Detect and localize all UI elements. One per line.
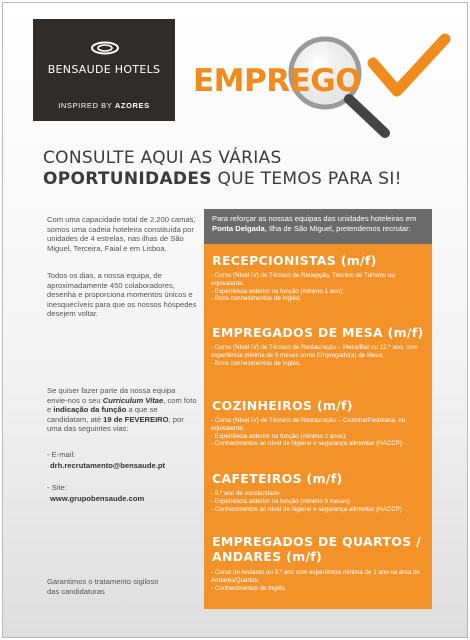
- list-item: - Experiência anterior na função (mínimo 2 anos);: [211, 433, 425, 441]
- application-instructions: Se quiser fazer parte da nossa equipa envie-nos o seu Curriculum Vitae, com foto e indicação da função a que se candidatam, até 19 de FEVEREIRO, por uma das seguintes vias:: [47, 386, 197, 434]
- logo-brand: BENSAUDE HOTELS: [47, 63, 161, 76]
- site-link[interactable]: www.grupobensaude.com: [50, 494, 145, 503]
- job-reqs-cozinheiros: [211, 417, 425, 448]
- list-item: - Conhecimentos ao nível de higiene e segurança alimentar (HACCP): [211, 506, 425, 514]
- list-item: - Curso (Nível IV) de Técnico de Recepção, Técnico de Turismo ou equivalente;: [211, 272, 425, 288]
- list-item: - Curso de Andares ou 9.º ano com experiência mínima de 1 ano na área de Andares/Quartos;: [211, 569, 425, 585]
- headline-line1: CONSULTE AQUI AS VÁRIAS: [43, 148, 282, 168]
- vacancies-intro: Para reforçar as nossas equipas das unidades hoteleiras em Ponta Delgada, Ilha de São Miguel, pretendemos recrutar:: [204, 209, 432, 244]
- logo-tagline: INSPIRED BY AZORES: [58, 101, 150, 110]
- job-reqs-empregados-mesa: [211, 344, 425, 367]
- email-link[interactable]: drh.recrutamento@bensaude.pt: [50, 461, 166, 470]
- job-reqs-cafeteiros: [211, 490, 425, 513]
- email-label: - E-mail:: [47, 450, 76, 459]
- company-intro: Com uma capacidade total de 2.200 camas, somos uma cadeia hoteleira constituída por unidades de 4 estrelas, nas ilhas de São Miguel, Terceira, Faial e em Lisboa.: [47, 215, 196, 253]
- job-reqs-empregados-quartos: [211, 569, 425, 592]
- list-item: - Curso (Nível IV) de Técnico de Restauração – Cozinha/Pastelaria, ou equivalente;: [211, 417, 425, 433]
- list-item: - 9.º ano de escolaridade: [211, 490, 425, 498]
- job-title-empregados-mesa: EMPREGADOS DE MESA (m/f): [212, 325, 424, 340]
- bensaude-logo: [33, 19, 175, 121]
- site-label: - Site:: [47, 483, 67, 492]
- job-poster: [2, 2, 468, 638]
- list-item: - Experiência anterior na função (mínimo 1 ano);: [211, 288, 425, 296]
- team-description: Todos os dias, a nossa equipa, de aproximadamente 450 colaboradores, desenha e proporciona momentos únicos e inesquecíveis para que os nossos hóspedes desejem voltar.: [47, 271, 197, 319]
- job-title-empregados-quartos: EMPREGADOS DE QUARTOS / ANDARES (m/f): [212, 534, 421, 564]
- list-item: - Curso (Nível IV) de Técnico de Restauração – Mesa/Bar ou 12.º ano, com experiência mínima de 6 meses como Empregado(a) de Mesa;: [211, 344, 425, 360]
- job-title-recepcionistas: RECEPCIONISTAS (m/f): [212, 253, 377, 268]
- emprego-title: EMPREGO: [193, 63, 362, 99]
- list-item: - Bons conhecimentos de Inglês.: [211, 360, 425, 368]
- job-title-cozinheiros: COZINHEIROS (m/f): [212, 398, 353, 413]
- headline: [43, 148, 402, 190]
- list-item: - Conhecimentos de Inglês.: [211, 585, 425, 593]
- list-item: - Experiência anterior na função (mínimo 6 meses): [211, 498, 425, 506]
- confidentiality-note: Garantimos o tratamento sigiloso das candidaturas: [47, 577, 159, 596]
- vacancies-panel: [204, 209, 432, 609]
- list-item: - Bons conhecimentos de Inglês;: [211, 295, 425, 303]
- headline-line2: OPORTUNIDADES QUE TEMOS PARA SI!: [43, 169, 402, 189]
- job-reqs-recepcionistas: [211, 272, 425, 303]
- bensaude-swirl-icon: [90, 41, 120, 55]
- list-item: - Conhecimentos ao nível de higiene e segurança alimentar (HACCP).: [211, 440, 425, 448]
- job-title-cafeteiros: CAFETEIROS (m/f): [212, 471, 343, 486]
